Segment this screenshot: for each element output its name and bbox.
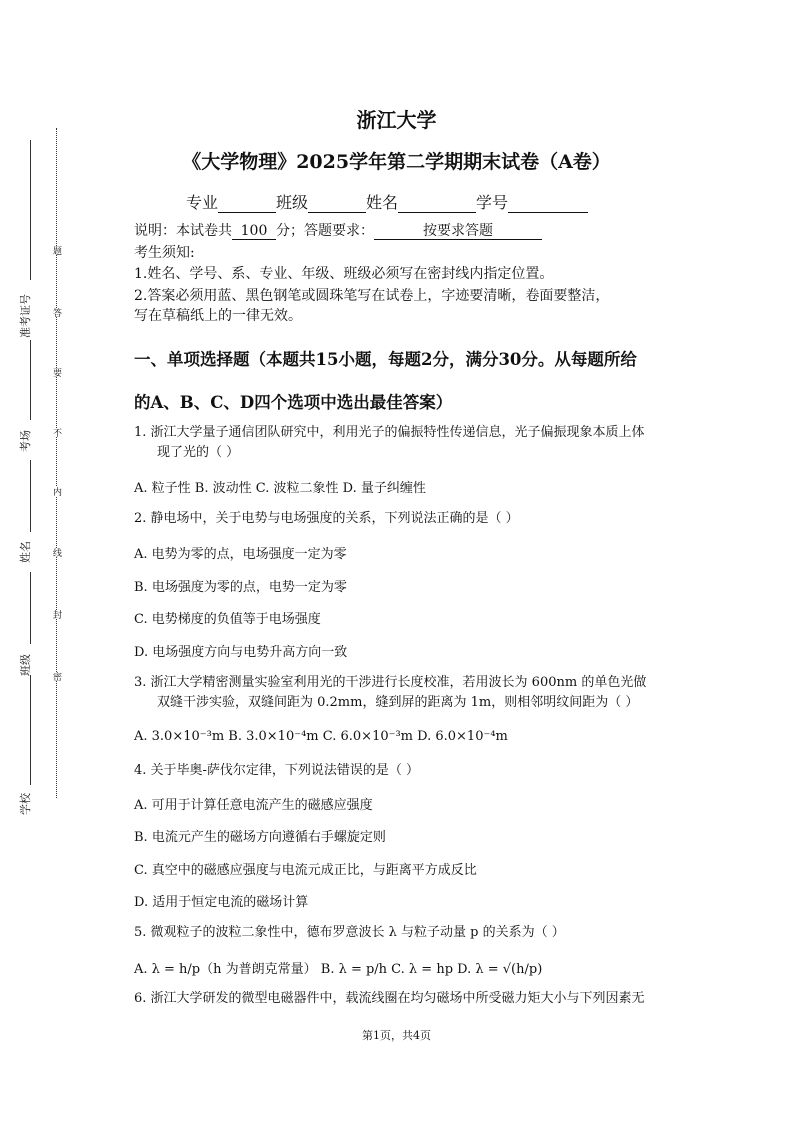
- binding-school-label: 学校: [19, 793, 32, 815]
- total-score: 100: [232, 223, 276, 240]
- question-4-option-c: C. 真空中的磁感应强度与电流元成正比，与距离平方成反比: [134, 863, 477, 878]
- major-field[interactable]: [218, 194, 276, 213]
- university-title: 浙江大学: [356, 108, 437, 132]
- exam-title: 《大学物理》2025学年第二学期期末试卷（A卷）: [182, 151, 611, 173]
- binding-admission-label: 准考证号: [19, 294, 32, 338]
- question-4-stem: 4. 关于毕奥-萨伐尔定律，下列说法错误的是（ ）: [134, 763, 420, 778]
- page-number: 第1页，共4页: [362, 1029, 431, 1042]
- question-4-option-d: D. 适用于恒定电流的磁场计算: [134, 895, 309, 910]
- notice-2a: 2.答案必须用蓝、黑色钢笔或圆珠笔写在试卷上，字迹要清晰，卷面要整洁，: [134, 288, 610, 304]
- notice-1: 1.姓名、学号、系、专业、年级、班级必须写在密封线内指定位置。: [134, 266, 554, 282]
- instr-prefix: 说明：本试卷共: [134, 223, 232, 239]
- question-5-stem: 5. 微观粒子的波粒二象性中，德布罗意波长 λ 与粒子动量 p 的关系为（ ）: [134, 925, 565, 940]
- question-3-options: A. 3.0×10⁻³m B. 3.0×10⁻⁴m C. 6.0×10⁻³m D. 6.0×10⁻⁴m: [134, 729, 508, 744]
- question-2-option-b: B. 电场强度为零的点，电势一定为零: [134, 580, 347, 595]
- instructions-line: [134, 220, 542, 242]
- question-1-stem: 1. 浙江大学量子通信团队研究中，利用光子的偏振特性传递信息，光子偏振现象本质上体: [134, 425, 645, 440]
- seal-char: 不: [51, 428, 61, 437]
- question-4-option-a: A. 可用于计算任意电流产生的磁感应强度: [134, 798, 373, 813]
- question-2-option-a: A. 电势为零的点，电场强度一定为零: [134, 547, 347, 562]
- question-3-stem: 3. 浙江大学精密测量实验室利用光的干涉进行长度校准，若用波长为 600nm 的单色光做: [134, 675, 647, 690]
- binding-exam-room-line[interactable]: [30, 340, 31, 420]
- question-6-stem: 6. 浙江大学研发的微型电磁器件中，载流线圈在均匀磁场中所受磁力矩大小与下列因素无: [134, 991, 645, 1006]
- question-2-stem: 2. 静电场中，关于电势与电场强度的关系，下列说法正确的是（ ）: [134, 511, 519, 526]
- question-2-option-c: C. 电势梯度的负值等于电场强度: [134, 612, 321, 627]
- question-1-options: A. 粒子性 B. 波动性 C. 波粒二象性 D. 量子纠缠性: [134, 481, 426, 496]
- question-4-option-b: B. 电流元产生的磁场方向遵循右手螺旋定则: [134, 830, 386, 845]
- binding-school-line[interactable]: [30, 675, 31, 785]
- seal-dotted-line: [56, 128, 57, 798]
- answer-requirement: 按要求答题: [374, 223, 542, 240]
- major-label: 专业: [186, 193, 219, 212]
- seal-char: 线: [51, 548, 61, 557]
- name-label: 姓名: [366, 193, 399, 212]
- name-field[interactable]: [398, 194, 476, 213]
- question-3-stem-cont: 双缝干涉实验，双缝间距为 0.2mm，缝到屏的距离为 1m，则相邻明纹间距为（ ）: [157, 695, 639, 710]
- student-fields: [186, 190, 588, 213]
- notice-title: 考生须知:: [134, 245, 195, 261]
- binding-class-line[interactable]: [30, 572, 31, 644]
- seal-char: 密: [51, 672, 61, 681]
- seal-char: 内: [51, 487, 61, 496]
- student-id-field[interactable]: [508, 194, 588, 213]
- binding-name-label: 姓名: [19, 541, 32, 563]
- student-id-label: 学号: [476, 193, 509, 212]
- binding-name-line[interactable]: [30, 460, 31, 532]
- question-5-options: A. λ = h/p（h 为普朗克常量） B. λ = p/h C. λ = hp D. λ = √(h/p): [134, 962, 543, 977]
- class-field[interactable]: [308, 194, 366, 213]
- instr-mid: 分；答题要求：: [276, 223, 374, 239]
- seal-char: 封: [51, 610, 61, 619]
- binding-class-label: 班级: [19, 654, 32, 676]
- seal-char: 答: [51, 308, 61, 317]
- seal-char: 题: [51, 246, 61, 255]
- seal-char: 要: [51, 368, 61, 377]
- class-label: 班级: [276, 193, 309, 212]
- question-2-option-d: D. 电场强度方向与电势升高方向一致: [134, 645, 348, 660]
- binding-exam-room-label: 考场: [19, 430, 32, 452]
- question-1-stem-cont: 现了光的（ ）: [157, 445, 240, 460]
- section1-heading-line1: 一、单项选择题（本题共15小题，每题2分，满分30分。从每题所给: [134, 350, 637, 369]
- section1-heading-line2: 的A、B、C、D四个选项中选出最佳答案）: [134, 393, 453, 412]
- notice-2b: 写在草稿纸上的一律无效。: [134, 308, 302, 324]
